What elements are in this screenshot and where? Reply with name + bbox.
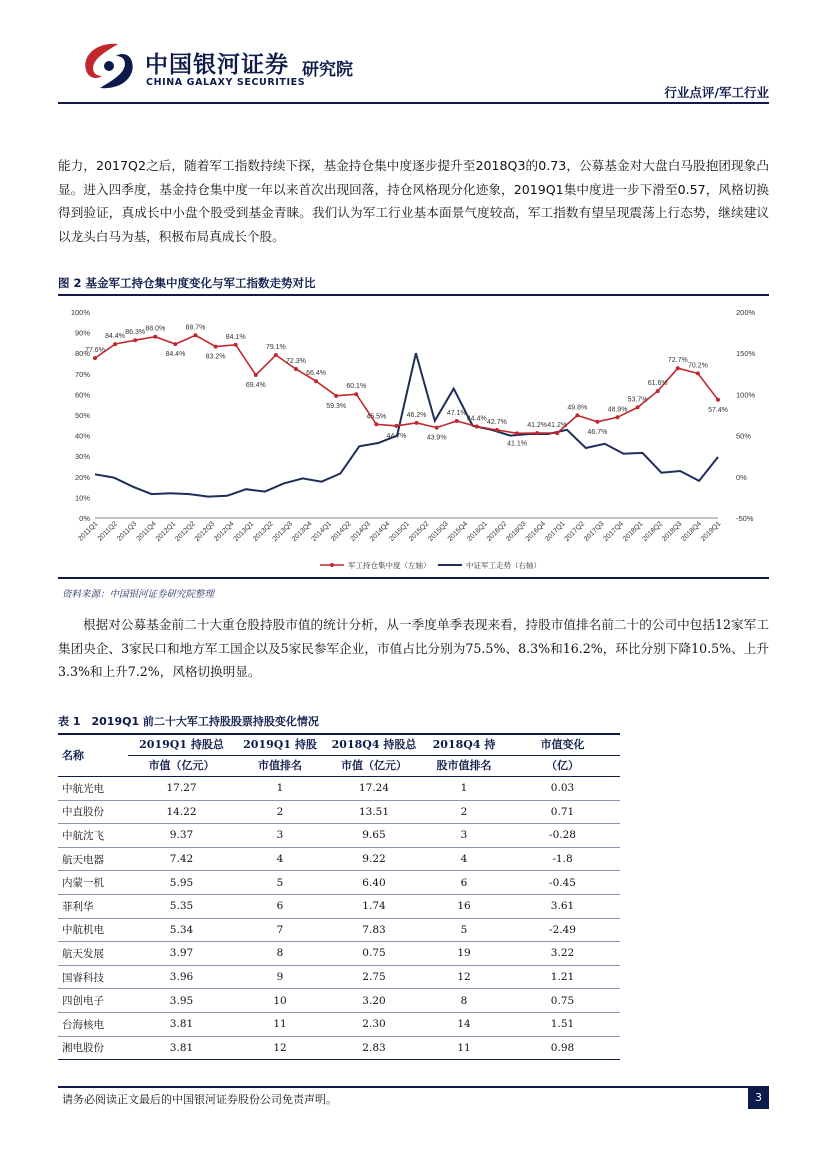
table-cell-q4-rank: 5	[423, 918, 505, 942]
table-cell-q1-rank: 9	[235, 965, 325, 989]
table-cell-name: 航天发展	[58, 942, 128, 966]
table-cell-q1-value: 3.97	[128, 942, 235, 966]
legend-label-military-index: 中证军工走势（右轴）	[466, 561, 541, 570]
concentration-data-label: 41.2%	[547, 422, 568, 430]
table-cell-q4-rank: 19	[423, 942, 505, 966]
concentration-data-label: 49.8%	[567, 404, 588, 412]
x-axis-tick-label: 2013Q4	[290, 520, 314, 544]
page-number: 3	[748, 1087, 769, 1109]
table-cell-q1-rank: 11	[235, 1012, 325, 1036]
x-axis-tick-label: 2011Q4	[135, 520, 158, 543]
table-title: 表 1 2019Q1 前二十大军工持股股票持股变化情况	[58, 715, 319, 728]
table-row	[58, 1012, 620, 1036]
table-cell-change: -1.8	[505, 847, 620, 871]
concentration-data-label: 44.4%	[466, 415, 487, 423]
concentration-data-label: 45.5%	[366, 413, 387, 421]
x-axis-tick-label: 2012Q2	[174, 520, 197, 544]
concentration-data-label: 43.9%	[426, 434, 447, 442]
brand-institute: 研究院	[302, 60, 353, 80]
table-cell-q1-value: 14.22	[128, 800, 235, 824]
table-cell-q4-value: 13.51	[325, 800, 423, 824]
x-axis-tick-label: 2012Q4	[213, 520, 236, 544]
concentration-point	[214, 345, 218, 349]
figure-source: 资料来源：中国银河证券研究院整理	[62, 589, 215, 600]
header-divider	[58, 102, 769, 104]
x-axis-tick-label: 2014Q1	[310, 520, 334, 544]
col-header-q4-rank: 2018Q4 持	[423, 734, 505, 756]
table-cell-change: 0.98	[505, 1036, 620, 1060]
table-cell-name: 中航光电	[58, 777, 128, 801]
x-axis-tick-label: 2016Q4	[524, 520, 548, 544]
table-cell-name: 航天电器	[58, 847, 128, 871]
concentration-data-label: 72.7%	[667, 357, 688, 365]
concentration-data-label: 77.6%	[85, 347, 105, 355]
concentration-data-label: 42.7%	[487, 419, 507, 427]
table-cell-q4-rank: 3	[423, 824, 505, 848]
footer-divider	[58, 1086, 769, 1088]
left-axis-tick-label: 50%	[74, 411, 90, 420]
legend-label-concentration: 军工持仓集中度（左轴）	[348, 561, 431, 570]
table-cell-q1-rank: 3	[235, 824, 325, 848]
x-axis-tick-label: 2012Q1	[154, 520, 178, 544]
table-cell-q1-value: 9.37	[128, 824, 235, 848]
x-axis-tick-label: 2011Q3	[116, 520, 139, 543]
left-axis-tick-label: 80%	[74, 349, 90, 359]
left-axis-tick-label: 60%	[74, 390, 90, 400]
right-axis-tick-label: 100%	[736, 390, 756, 400]
table-cell-change: 0.75	[505, 989, 620, 1013]
x-axis-tick-label: 2017Q4	[602, 520, 626, 544]
concentration-data-label: 41.1%	[507, 440, 527, 448]
table-cell-q4-value: 17.24	[325, 777, 423, 801]
left-axis-tick-label: 10%	[74, 493, 90, 503]
col-header-change: 市值变化	[505, 734, 620, 756]
concentration-point	[234, 343, 238, 347]
table-cell-name: 内蒙一机	[58, 871, 128, 895]
right-axis-tick-label: 200%	[736, 308, 756, 317]
concentration-data-label: 57.4%	[708, 406, 728, 414]
table-cell-q1-value: 3.81	[128, 1012, 235, 1036]
table-cell-q1-rank: 12	[235, 1036, 325, 1060]
table-cell-q4-value: 2.30	[325, 1012, 423, 1036]
concentration-point	[575, 413, 579, 417]
table-cell-q1-rank: 8	[235, 942, 325, 966]
table-cell-q1-rank: 5	[235, 871, 325, 895]
table-cell-change: -0.28	[505, 824, 620, 848]
x-axis-tick-label: 2015Q2	[407, 520, 431, 544]
table-cell-q1-rank: 7	[235, 918, 325, 942]
body-paragraph-2: 根据对公募基金前二十大重仓股持股市值的统计分析，从一季度单季表现来看，持股市值排名前二十的公司中包括12家军工集团央企、3家民口和地方军工国企以及5家民参军企业，市值占比分别为75.5%、8.3%和16.2%，环比分别下降10.5%、上升3.3%和上升7.2%，风格切换明显。	[58, 617, 769, 679]
concentration-data-label: 70.2%	[687, 362, 708, 370]
brand-name-cn: 中国银河证券	[145, 52, 289, 78]
col-header-q4-value-sub: 市值（亿元）	[325, 756, 423, 777]
concentration-data-label: 61.6%	[647, 380, 668, 388]
concentration-point	[93, 356, 97, 360]
col-header-q1-value: 2019Q1 持股总	[128, 734, 235, 756]
table-cell-q1-value: 3.96	[128, 965, 235, 989]
concentration-point	[274, 353, 278, 357]
table-cell-q4-value: 0.75	[325, 942, 423, 966]
x-axis-tick-label: 2018Q2	[641, 520, 665, 544]
col-header-q1-value-sub: 市值（亿元）	[128, 756, 235, 777]
col-header-q4-rank-sub: 股市值排名	[423, 756, 505, 777]
concentration-data-label: 41.2%	[527, 422, 548, 430]
figure-top-rule	[58, 294, 769, 296]
table-row	[58, 847, 620, 871]
x-axis-tick-label: 2011Q2	[96, 520, 119, 543]
holdings-concentration-chart	[58, 298, 769, 576]
col-header-q4-value: 2018Q4 持股总	[325, 734, 423, 756]
concentration-point	[676, 366, 680, 370]
table-cell-q1-value: 5.35	[128, 894, 235, 918]
right-axis-tick-label: -50%	[736, 514, 754, 523]
table-cell-q1-rank: 6	[235, 894, 325, 918]
table-row	[58, 1036, 620, 1060]
concentration-point	[455, 419, 459, 423]
table-cell-name: 中航机电	[58, 918, 128, 942]
table-row	[58, 894, 620, 918]
concentration-point	[656, 389, 660, 393]
x-axis-tick-label: 2015Q4	[446, 520, 470, 544]
table-cell-q1-value: 5.95	[128, 871, 235, 895]
concentration-data-label: 84.4%	[165, 351, 186, 359]
table-cell-q4-rank: 2	[423, 800, 505, 824]
table-cell-q1-rank: 4	[235, 847, 325, 871]
x-axis-tick-label: 2017Q2	[563, 520, 587, 544]
x-axis-tick-label: 2014Q4	[368, 520, 392, 544]
concentration-point	[113, 342, 117, 346]
concentration-point	[374, 422, 378, 426]
holdings-table	[58, 733, 620, 1060]
x-axis-tick-label: 2016Q3	[505, 520, 528, 544]
right-axis-tick-label: 0%	[736, 472, 747, 482]
right-axis-tick-label: 50%	[736, 431, 752, 441]
col-header-change-sub: （亿）	[505, 756, 620, 777]
table-row	[58, 942, 620, 966]
concentration-data-label: 84.1%	[225, 333, 246, 341]
table-cell-q4-rank: 4	[423, 847, 505, 871]
table-cell-change: -2.49	[505, 918, 620, 942]
x-axis-tick-label: 2015Q1	[388, 520, 411, 544]
x-axis-tick-label: 2013Q3	[271, 520, 295, 544]
table-cell-name: 湘电股份	[58, 1036, 128, 1060]
x-axis-tick-label: 2018Q3	[660, 520, 684, 544]
concentration-data-label: 84.4%	[105, 333, 126, 341]
table-cell-q4-rank: 1	[423, 777, 505, 801]
table-cell-name: 四创电子	[58, 989, 128, 1013]
left-axis-tick-label: 0%	[79, 514, 90, 523]
table-cell-q4-rank: 8	[423, 989, 505, 1013]
table-cell-change: 0.71	[505, 800, 620, 824]
table-cell-q1-rank: 1	[235, 777, 325, 801]
concentration-point	[193, 333, 197, 337]
left-axis-tick-label: 70%	[74, 369, 90, 379]
concentration-point	[314, 379, 318, 383]
concentration-data-label: 88.0%	[145, 325, 166, 333]
table-row	[58, 989, 620, 1013]
concentration-point	[294, 367, 298, 371]
concentration-data-label: 53.7%	[627, 396, 648, 404]
concentration-data-label: 86.3%	[125, 329, 146, 337]
table-cell-q4-value: 9.65	[325, 824, 423, 848]
concentration-point	[153, 335, 157, 339]
table-cell-q1-value: 5.34	[128, 918, 235, 942]
concentration-point	[595, 420, 599, 424]
x-axis-tick-label: 2018Q4	[680, 520, 703, 544]
x-axis-tick-label: 2011Q1	[77, 520, 100, 543]
x-axis-tick-label: 2014Q2	[329, 520, 353, 544]
concentration-point	[415, 421, 419, 425]
col-header-name: 名称	[58, 734, 128, 777]
table-cell-q4-value: 9.22	[325, 847, 423, 871]
x-axis-tick-label: 2015Q3	[427, 520, 450, 544]
concentration-data-label: 60.1%	[346, 383, 367, 391]
brand-name-en: CHINA GALAXY SECURITIES	[146, 77, 306, 88]
concentration-data-label: 59.3%	[326, 402, 347, 410]
concentration-point	[334, 394, 338, 398]
x-axis-tick-label: 2018Q1	[621, 520, 645, 544]
table-cell-change: 3.22	[505, 942, 620, 966]
report-category-tag: 行业点评/军工行业	[664, 85, 769, 100]
table-cell-q1-value: 17.27	[128, 777, 235, 801]
concentration-point	[475, 425, 479, 429]
x-axis-tick-label: 2017Q1	[544, 520, 567, 544]
table-cell-name: 国睿科技	[58, 965, 128, 989]
table-cell-name: 中航沈飞	[58, 824, 128, 848]
concentration-data-label: 46.2%	[406, 411, 427, 419]
table-cell-name: 中直股份	[58, 800, 128, 824]
concentration-data-label: 46.7%	[587, 428, 608, 436]
china-galaxy-logo-icon	[78, 40, 140, 92]
concentration-data-label: 44.7%	[386, 432, 407, 440]
table-cell-q1-value: 7.42	[128, 847, 235, 871]
left-axis-tick-label: 100%	[70, 308, 90, 317]
table-cell-name: 台海核电	[58, 1012, 128, 1036]
x-axis-tick-label: 2013Q1	[232, 520, 256, 544]
concentration-point	[716, 398, 720, 402]
table-cell-q4-rank: 14	[423, 1012, 505, 1036]
left-axis-tick-label: 90%	[74, 328, 90, 338]
concentration-point	[616, 415, 620, 419]
concentration-point	[354, 392, 358, 396]
table-cell-q4-value: 7.83	[325, 918, 423, 942]
table-cell-name: 菲利华	[58, 894, 128, 918]
concentration-point	[495, 428, 499, 432]
table-row	[58, 800, 620, 824]
concentration-data-label: 69.4%	[245, 382, 266, 390]
table-row	[58, 777, 620, 801]
concentration-point	[173, 342, 177, 346]
concentration-point	[515, 431, 519, 435]
x-axis-tick-label: 2014Q3	[349, 520, 372, 544]
concentration-point	[435, 426, 439, 430]
x-axis-tick-label: 2016Q2	[485, 520, 509, 544]
table-cell-change: -0.45	[505, 871, 620, 895]
concentration-point	[535, 431, 539, 435]
table-row	[58, 918, 620, 942]
body-paragraph-1: 能力，2017Q2之后，随着军工指数持续下探，基金持仓集中度逐步提升至2018Q3的0.73，公募基金对大盘白马股抱团现象凸显。进入四季度，基金持仓集中度一年以来首次出现回落，持仓风格现分化迹象，2019Q1集中度进一步下滑至0.57，风格切换得到验证，真成长中小盘个股受到基金青睐。我们认为军工行业基本面景气度较高，军工指数有望呈现震荡上行态势，继续建议以龙头白马为基，积极布局真成长个股。	[58, 158, 769, 244]
left-axis-tick-label: 30%	[74, 452, 90, 462]
table-cell-q1-rank: 2	[235, 800, 325, 824]
concentration-point	[394, 424, 398, 428]
concentration-data-label: 47.1%	[446, 409, 467, 417]
table-cell-q4-rank: 16	[423, 894, 505, 918]
table-row	[58, 965, 620, 989]
left-axis-tick-label: 40%	[74, 431, 90, 441]
right-axis-tick-label: 150%	[736, 349, 756, 359]
concentration-data-label: 83.2%	[205, 353, 226, 361]
table-cell-q4-value: 2.75	[325, 965, 423, 989]
x-axis-tick-label: 2019Q1	[699, 520, 723, 544]
table-row	[58, 871, 620, 895]
concentration-data-label: 48.9%	[607, 406, 628, 414]
concentration-point	[696, 371, 700, 375]
table-row	[58, 824, 620, 848]
concentration-data-label: 72.3%	[286, 358, 306, 366]
concentration-point	[133, 338, 137, 342]
x-axis-tick-label: 2012Q3	[193, 520, 217, 544]
concentration-data-label: 66.4%	[306, 370, 326, 378]
concentration-point	[555, 431, 559, 435]
figure-bottom-rule	[58, 577, 769, 579]
table-cell-change: 0.03	[505, 777, 620, 801]
table-cell-q4-rank: 6	[423, 871, 505, 895]
table-cell-change: 1.21	[505, 965, 620, 989]
table-cell-change: 1.51	[505, 1012, 620, 1036]
figure-title: 图 2 基金军工持仓集中度变化与军工指数走势对比	[58, 276, 316, 290]
table-cell-q4-rank: 11	[423, 1036, 505, 1060]
table-cell-q4-rank: 12	[423, 965, 505, 989]
table-cell-q4-value: 6.40	[325, 871, 423, 895]
concentration-point	[636, 405, 640, 409]
concentration-data-label: 79.1%	[265, 344, 286, 352]
col-header-q1-rank-sub: 市值排名	[235, 756, 325, 777]
left-axis-tick-label: 20%	[74, 472, 90, 482]
concentration-data-label: 88.7%	[185, 324, 206, 332]
table-cell-q1-value: 3.95	[128, 989, 235, 1013]
table-cell-q4-value: 2.83	[325, 1036, 423, 1060]
x-axis-tick-label: 2013Q2	[252, 520, 275, 544]
col-header-q1-rank: 2019Q1 持股	[235, 734, 325, 756]
table-cell-q1-value: 3.81	[128, 1036, 235, 1060]
table-cell-q4-value: 1.74	[325, 894, 423, 918]
table-cell-change: 3.61	[505, 894, 620, 918]
concentration-point	[254, 373, 258, 377]
x-axis-tick-label: 2016Q1	[466, 520, 489, 544]
legend-marker-concentration	[330, 563, 334, 567]
footer-disclaimer: 请务必阅读正文最后的中国银河证券股份公司免责声明。	[62, 1093, 337, 1106]
table-cell-q1-rank: 10	[235, 989, 325, 1013]
x-axis-tick-label: 2017Q3	[583, 520, 606, 544]
table-cell-q4-value: 3.20	[325, 989, 423, 1013]
